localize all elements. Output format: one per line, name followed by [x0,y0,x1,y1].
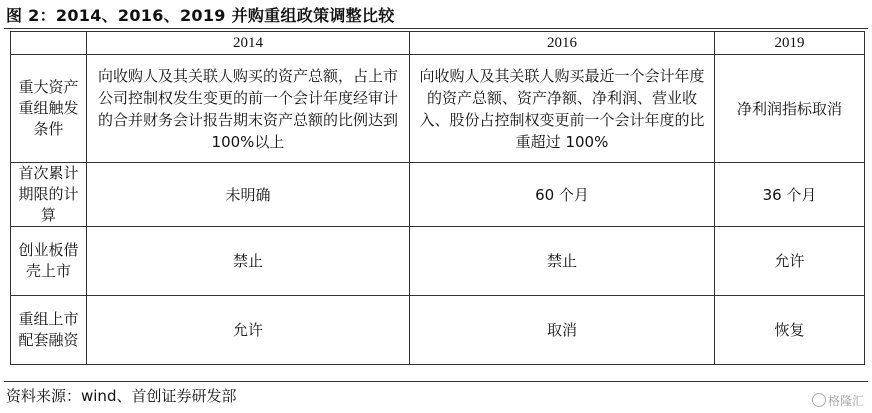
table-cell: 向收购人及其关联人购买的资产总额，占上市公司控制权发生变更的前一个会计年度经审计的合并财务会计报告期末资产总额的比例达到 100%以上 [87,55,410,163]
title-divider [4,28,868,29]
figure-title: 图 2：2014、2016、2019 并购重组政策调整比较 [6,6,395,25]
table-row [11,227,865,296]
table-cell: 恢复 [715,296,865,365]
gelonghui-logo-icon [812,393,826,407]
row-label: 首次累计期限的计算 [11,163,87,227]
source-divider [4,381,868,382]
table-cell: 允许 [715,227,865,296]
row-label: 创业板借壳上市 [11,227,87,296]
source-note: 资料来源：wind、首创证券研发部 [6,387,237,405]
row-label: 重组上市配套融资 [11,296,87,365]
table-row [11,55,865,163]
table-header-row [11,32,865,55]
table-cell: 禁止 [410,227,715,296]
watermark-text: 格隆汇 [827,394,864,408]
table-cell: 净利润指标取消 [715,55,865,163]
row-label: 重大资产重组触发条件 [11,55,87,163]
table-row [11,296,865,365]
table-cell: 禁止 [87,227,410,296]
header-2016: 2016 [410,32,715,55]
table-cell: 向收购人及其关联人购买最近一个会计年度的资产总额、资产净额、净利润、营业收入、股份占控制权变更前一个会计年度的比重超过 100% [410,55,715,163]
watermark [812,392,864,409]
table-cell: 未明确 [87,163,410,227]
policy-comparison-table [10,31,865,365]
table-cell: 60 个月 [410,163,715,227]
header-2019: 2019 [715,32,865,55]
table-cell: 允许 [87,296,410,365]
table-cell: 取消 [410,296,715,365]
table-cell: 36 个月 [715,163,865,227]
header-2014: 2014 [87,32,410,55]
table-row [11,163,865,227]
header-empty [11,32,87,55]
